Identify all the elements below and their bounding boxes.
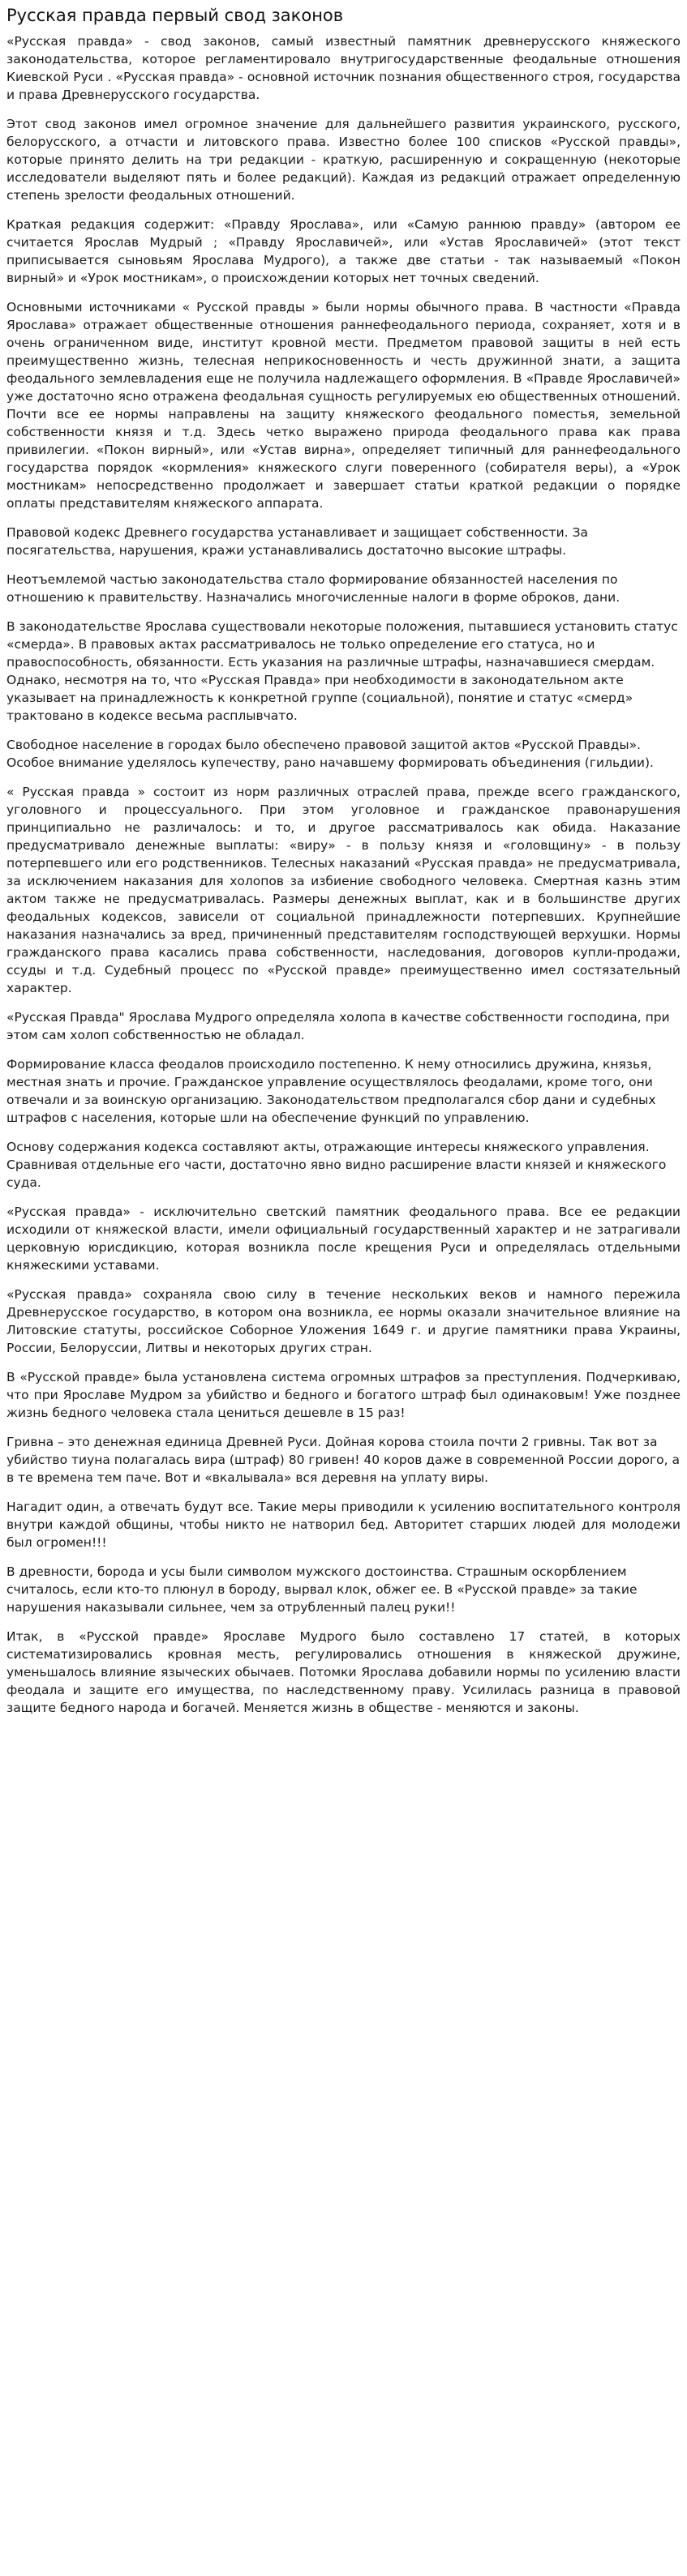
article-paragraph: Неотъемлемой частью законодательства стало формирование обязанностей населения по отношению к правительству. Назначались многочисленные налоги в форме оброков, дани. [6,572,620,605]
article-paragraph: « Русская правда » состоит из норм различных отраслей права, прежде всего гражданского, уголовного и процессуального. При этом уголовное и гражданское правонарушения принципиально не различалось: и то, и другое рассматривалось как обида. Наказание предусматривало денежные выплаты: «виру» - в пользу князя и «головщину» - в пользу потерпевшего или его родственников. Телесных наказаний «Русская правда» не предусматривала, за исключением наказания для холопов за избиение свободного человека. Смертная казнь этим актом также не предусматривалась. Размеры денежных выплат, как и в большинстве других феодальных кодексов, зависели от социальной принадлежности потерпевших. Крупнейшие наказания назначались за вред, причиненный представителям господствующей верхушки. Нормы гражданского права касались права собственности, наследования, договоров купли-продажи, ссуды и т.д. Судебный процесс по «Русской правде» преимущественно имел состязательный характер. [6,785,681,995]
article-paragraph: В законодательстве Ярослава существовали некоторые положения, пытавшиеся установить статус «смерда». В правовых актах рассматривалось не только определение его статуса, но и правоспособность, обязанности. Есть указания на различные штрафы, назначавшиеся смердам. Однако, несмотря на то, что «Русская Правда» при необходимости в законодательном акте указывает на принадлежность к конкретной группе (социальной), понятие и статус «смерд» трактовано в кодексе весьма расплывчато. [6,619,678,723]
article-paragraph: Этот свод законов имел огромное значение для дальнейшего развития украинского, русского, белорусского, а отчасти и литовского права. Известно более 100 списков «Русской правды», которые принято делить на три редакции - краткую, расширенную и сокращенную (некоторые исследователи выделяют пять и более редакций). Каждая из редакций отражает определенную степень зрелости феодальных отношений. [6,117,681,203]
article-paragraph: Краткая редакция содержит: «Правду Ярослава», или «Самую раннюю правду» (автором ее считается Ярослав Мудрый ; «Правду Ярославичей», или «Устав Ярославичей» (этот текст приписывается сыновьям Ярослава Мудрого), а также две статьи - так называемый «Покон вирный» и «Урок мостникам», о происхождении которых нет точных сведений. [6,217,681,285]
article-paragraph: Свободное население в городах было обеспечено правовой защитой актов «Русской Правды». Особое внимание уделялось купечеству, рано начавшему формировать объединения (гильдии). [6,738,654,770]
article-paragraph: «Русская правда» сохраняла свою силу в течение нескольких веков и намного пережила Древнерусское государство, в котором она возникла, ее нормы оказали значительное влияние на Литовские статуты, российское Соборное Уложения 1649 г. и другие памятники права Украины, России, Белоруссии, Литвы и некоторых других стран. [6,1287,681,1355]
article-paragraph: В древности, борода и усы были символом мужского достоинства. Страшным оскорблением считалось, если кто-то плюнул в бороду, вырвал клок, обжег ее. В «Русской правде» за такие нарушения наказывали сильнее, чем за отрубленный палец руки!! [6,1564,638,1615]
article-paragraph: Гривна – это денежная единица Древней Руси. Дойная корова стоила почти 2 гривны. Так вот за убийство тиуна полагалась вира (штраф) 80 гривен! 40 коров даже в современной России дорого, а в те времена тем паче. Вот и «вкалывала» вся деревня на уплату виры. [6,1435,680,1485]
article-paragraph: «Русская правда» - свод законов, самый известный памятник древнерусского княжеского законодательства, которое регламентировало внутригосударственные феодальные отношения Киевской Руси . «Русская правда» - основной источник познания общественного строя, государства и права Древнерусского государства. [6,34,681,102]
article-paragraph: В «Русской правде» была установлена система огромных штрафов за преступления. Подчеркиваю, что при Ярославе Мудром за убийство и бедного и богатого штраф был одинаковым! Уже позднее жизнь бедного человека стала цениться дешевле в 15 раз! [6,1370,681,1420]
article-paragraph: Основными источниками « Русской правды » были нормы обычного права. В частности «Правда Ярослава» отражает общественные отношения раннефеодального периода, сохраняет, хотя и в очень ограниченном виде, институт кровной мести. Предметом правовой защиты в ней есть преимущественно жизнь, телесная неприкосновенность и честь дружинной знати, а защита феодального землевладения еще не получила надлежащего оформления. В «Правде Ярославичей» уже достаточно ясно отражена феодальная сущность регулируемых ею общественных отношений. Почти все ее нормы направлены на защиту княжеского феодального поместья, земельной собственности князя и т.д. Здесь четко выражено природа феодального права как права привилегии. «Покон вирный», или «Устав вирна», определяет типичный для раннефеодального государства порядок «кормления» княжеского слуги поверенного (собирателя веры), а «Урок мостникам» непосредственно продолжает и завершает статьи краткой редакции о порядке оплаты представителям княжеского аппарата. [6,300,681,511]
article-paragraph: Формирование класса феодалов происходило постепенно. К нему относились дружина, князья, местная знать и прочие. Гражданское управление осуществлялось феодалами, кроме того, они отвечали и за воинскую организацию. Законодательством предполагался сбор дани и судебных штрафов с населения, которые шли на обеспечение функций по управлению. [6,1057,656,1125]
article-paragraph: Основу содержания кодекса составляют акты, отражающие интересы княжеского управления. Сравнивая отдельные его части, достаточно явно видно расширение власти князей и княжеского суда. [6,1140,667,1190]
article-paragraph: «Русская Правда" Ярослава Мудрого определяла холопа в качестве собственности господина, при этом сам холоп собственностью не обладал. [6,1010,670,1042]
article-body [6,32,681,1717]
article-paragraph: Итак, в «Русской правде» Ярославе Мудрого было составлено 17 статей, в которых систематизировались кровная месть, регулировались отношения в княжеской дружине, уменьшалось влияние языческих обычаев. Потомки Ярослава добавили нормы по усилению власти феодала и защите его имущества, по наследственному праву. Усилилась разница в правовой защите бедного народа и богачей. Меняется жизнь в обществе - меняются и законы. [6,1629,681,1715]
article-title: Русская правда первый свод законов [6,6,344,25]
article-paragraph: «Русская правда» - исключительно светский памятник феодального права. Все ее редакции исходили от княжеской власти, имели официальный государственный характер и не затрагивали церковную юрисдикцию, которая возникла после крещения Руси и определялась отдельными княжескими уставами. [6,1205,681,1273]
article-paragraph: Нагадит один, а отвечать будут все. Такие меры приводили к усилению воспитательного контроля внутри каждой общины, чтобы никто не натворил бед. Авторитет старших людей для молодежи был огромен!!! [6,1500,681,1550]
article-paragraph: Правовой кодекс Древнего государства устанавливает и защищает собственности. За посягательства, нарушения, кражи устанавливались достаточно высокие штрафы. [6,525,589,558]
